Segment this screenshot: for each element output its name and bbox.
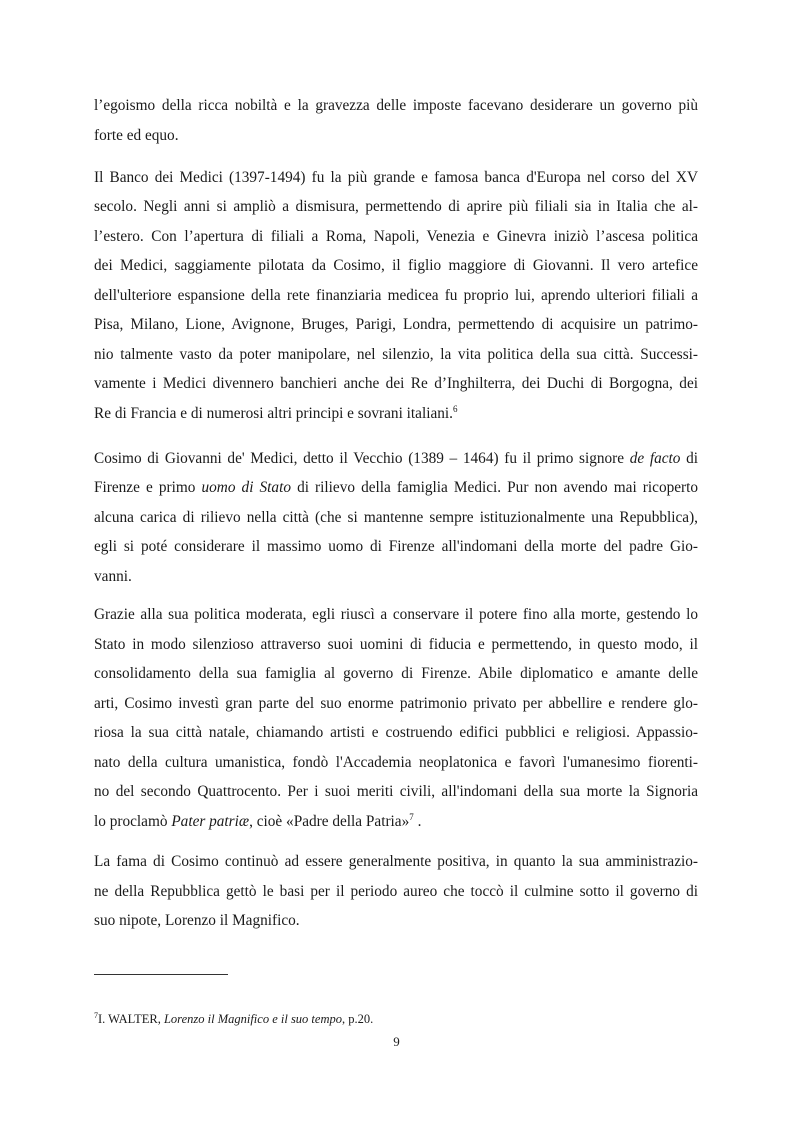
- paragraph-line: dell'ulteriore espansione della rete finanziaria medicea fu proprio lui, aprendo ulteriori filiali a: [94, 287, 698, 304]
- paragraph-line: nio talmente vasto da poter manipolare, nel silenzio, la vita politica della sua città. Successi-: [94, 346, 698, 363]
- paragraph-line: forte ed equo.: [94, 127, 179, 144]
- line-text: di: [686, 450, 698, 467]
- paragraph-line: nato della cultura umanistica, fondò l'Accademia neoplatonica e favorì l'umanesimo fiorenti-: [94, 754, 698, 771]
- footnote-title: Lorenzo il Magnifico e il suo tempo: [163, 1012, 342, 1026]
- footnote: [94, 1012, 373, 1027]
- line-text: Cosimo di Giovanni de' Medici, detto il Vecchio (1389 – 1464) fu il primo signore: [94, 450, 625, 467]
- footnote-separator: [94, 974, 228, 975]
- line-text: .: [417, 813, 422, 830]
- paragraph-line: Grazie alla sua politica moderata, egli riuscì a conservare il potere fino alla morte, gestendo lo: [94, 606, 698, 623]
- line-text: Firenze e primo: [94, 479, 196, 496]
- footnote-reference: 7: [409, 811, 414, 822]
- paragraph-line: consolidamento della sua famiglia al governo di Firenze. Abile diplomatico e amante delle: [94, 665, 698, 682]
- italic-term: de facto: [629, 450, 681, 467]
- paragraph-line: alcuna carica di rilievo nella città (che si mantenne sempre istituzionalmente una Repubblica),: [94, 509, 698, 526]
- paragraph-line: suo nipote, Lorenzo il Magnifico.: [94, 912, 300, 929]
- paragraph-line: l’egoismo della ricca nobiltà e la gravezza delle imposte facevano desiderare un governo più: [94, 97, 698, 114]
- footnote-rest: , p.20.: [341, 1012, 374, 1026]
- paragraph-line: riosa la sua città natale, chiamando artisti e costruendo edifici pubblici e religiosi. Appassio-: [94, 724, 698, 741]
- footnote-author: I. WALTER,: [98, 1012, 161, 1026]
- paragraph-line: Stato in modo silenzioso attraverso suoi uomini di fiducia e permettendo, in questo modo, il: [94, 636, 698, 653]
- paragraph-line: l’estero. Con l’apertura di filiali a Roma, Napoli, Venezia e Ginevra iniziò l’ascesa politica: [94, 228, 698, 245]
- paragraph-line: secolo. Negli anni si ampliò a dismisura, permettendo di aprire più filiali sia in Italia che al-: [94, 198, 698, 215]
- paragraph-line: dei Medici, saggiamente pilotata da Cosimo, il figlio maggiore di Giovanni. Il vero artefice: [94, 257, 698, 274]
- paragraph-line: ne della Repubblica gettò le basi per il periodo aureo che toccò il culmine sotto il governo di: [94, 883, 698, 900]
- page-number: 9: [393, 1034, 400, 1049]
- paragraph-line: vanni.: [94, 568, 132, 585]
- paragraph-line: no del secondo Quattrocento. Per i suoi meriti civili, all'indomani della sua morte la Signoria: [94, 783, 698, 800]
- paragraph-line: egli si poté considerare il massimo uomo di Firenze all'indomani della morte del padre Gio-: [94, 538, 698, 555]
- paragraph-line: vamente i Medici divennero banchieri anche dei Re d’Inghilterra, dei Duchi di Borgogna, dei: [94, 375, 698, 392]
- italic-term: uomo di Stato: [201, 479, 291, 496]
- paragraph-line: [94, 812, 421, 832]
- paragraph-line: [94, 478, 698, 498]
- footnote-reference: 6: [452, 403, 458, 414]
- paragraph-line: La fama di Cosimo continuò ad essere generalmente positiva, in quanto la sua amministrazio-: [94, 853, 698, 870]
- line-text: Re di Francia e di numerosi altri principi e sovrani italiani.: [94, 405, 453, 422]
- italic-term: Pater patriæ: [171, 813, 250, 830]
- footnote-number: 7: [94, 1010, 98, 1020]
- paragraph-line: Il Banco dei Medici (1397-1494) fu la più grande e famosa banca d'Europa nel corso del XV: [94, 169, 698, 186]
- paragraph-line: Pisa, Milano, Lione, Avignone, Bruges, Parigi, Londra, permettendo di acquisire un patrimo-: [94, 316, 698, 333]
- line-text: , cioè «Padre della Patria»: [249, 813, 410, 830]
- line-text: di rilievo della famiglia Medici. Pur non avendo mai ricoperto: [297, 479, 699, 496]
- paragraph-line: [94, 404, 457, 424]
- line-text: lo proclamò: [94, 813, 168, 830]
- paragraph-line: [94, 449, 698, 469]
- paragraph-line: arti, Cosimo investì gran parte del suo enorme patrimonio privato per abbellire e rendere glo-: [94, 695, 698, 712]
